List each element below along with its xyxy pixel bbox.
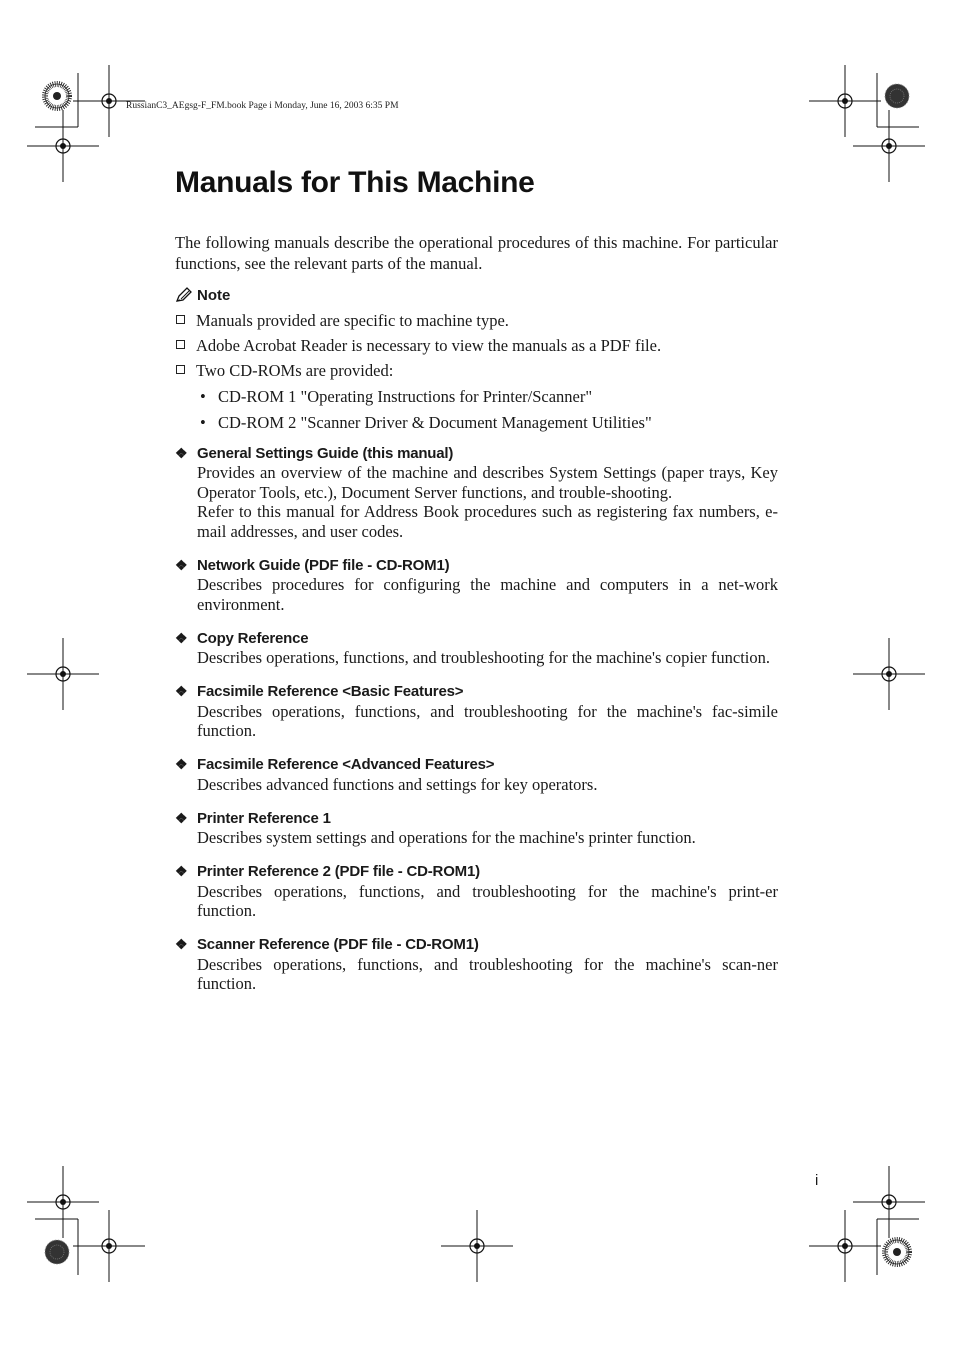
note-subitem: • CD-ROM 1 "Operating Instructions for Printer/Scanner" [200, 387, 593, 406]
checkbox-square-icon [176, 365, 185, 374]
manual-description: Describes operations, functions, and troubleshooting for the machine's print-er function. [197, 881, 778, 920]
manual-title: Network Guide (PDF file - CD-ROM1) [197, 556, 450, 574]
manual-title: Printer Reference 2 (PDF file - CD-ROM1) [197, 863, 480, 880]
bullet-icon: • [200, 413, 206, 432]
manual-entry-scanner-reference [175, 935, 778, 994]
note-block [175, 284, 778, 433]
diamond-bullet-icon: ❖ [175, 756, 188, 772]
manual-entry-facsimile-advanced [175, 755, 778, 795]
checkbox-square-icon [176, 315, 185, 324]
page-title: Manuals for This Machine [175, 166, 535, 199]
manual-title: Printer Reference 1 [197, 809, 331, 827]
note-item: Two CD-ROMs are provided: [175, 360, 778, 381]
manual-title: General Settings Guide (this manual) [197, 444, 454, 462]
manual-description: Describes advanced functions and settings for key operators. [197, 774, 598, 794]
manual-description: Provides an overview of the machine and describes System Settings (paper trays, Key Operator Tools, etc.), Document Server functions, and trouble-shooting. [197, 463, 778, 502]
diamond-bullet-icon: ❖ [175, 444, 188, 461]
manual-entry-facsimile-basic [175, 682, 778, 741]
manual-title: Scanner Reference (PDF file - CD-ROM1) [197, 936, 479, 953]
diamond-bullet-icon: ❖ [175, 683, 188, 699]
manual-title: Facsimile Reference <Advanced Features> [197, 756, 495, 773]
manual-description: Refer to this manual for Address Book procedures such as registering fax numbers, e-mail addresses, and user codes. [197, 502, 778, 541]
manual-entry-printer-reference-2 [175, 862, 778, 921]
manual-entry-printer-reference-1 [175, 808, 778, 848]
checkbox-square-icon [176, 340, 185, 349]
manual-entry-copy-reference [175, 628, 778, 668]
manual-title: Copy Reference [197, 629, 309, 647]
manual-list [175, 443, 778, 1008]
note-item: Adobe Acrobat Reader is necessary to view the manuals as a PDF file. [175, 335, 778, 356]
note-heading [175, 284, 778, 306]
intro-paragraph: The following manuals describe the operational procedures of this machine. For particular functions, see the relevant parts of the manual. [175, 233, 778, 273]
diamond-bullet-icon: ❖ [175, 556, 188, 573]
diamond-bullet-icon: ❖ [175, 809, 188, 826]
note-item: Manuals provided are specific to machine type. [175, 310, 778, 331]
diamond-bullet-icon: ❖ [175, 936, 188, 952]
manual-description: Describes operations, functions, and troubleshooting for the machine's scan-ner function. [197, 954, 778, 993]
bullet-icon: • [200, 387, 206, 406]
page-number: i [815, 1172, 819, 1189]
manual-entry-network-guide [175, 555, 778, 614]
manual-title: Facsimile Reference <Basic Features> [197, 683, 464, 700]
manual-description: Describes procedures for configuring the machine and computers in a net-work environment. [197, 575, 778, 614]
pencil-icon [175, 287, 193, 303]
note-label: Note [197, 286, 231, 304]
diamond-bullet-icon: ❖ [175, 863, 188, 879]
manual-description: Describes operations, functions, and troubleshooting for the machine's copier function. [197, 648, 770, 667]
manual-description: Describes operations, functions, and troubleshooting for the machine's fac-simile function. [197, 701, 778, 740]
note-subitem: • CD-ROM 2 "Scanner Driver & Document Management Utilities" [200, 413, 652, 432]
manual-description: Describes system settings and operations for the machine's printer function. [197, 828, 696, 847]
manual-entry-general-settings [175, 443, 778, 541]
file-info-header: RussianC3_AEgsg-F_FM.book Page i Monday, June 16, 2003 6:35 PM [126, 101, 399, 111]
diamond-bullet-icon: ❖ [175, 629, 188, 646]
